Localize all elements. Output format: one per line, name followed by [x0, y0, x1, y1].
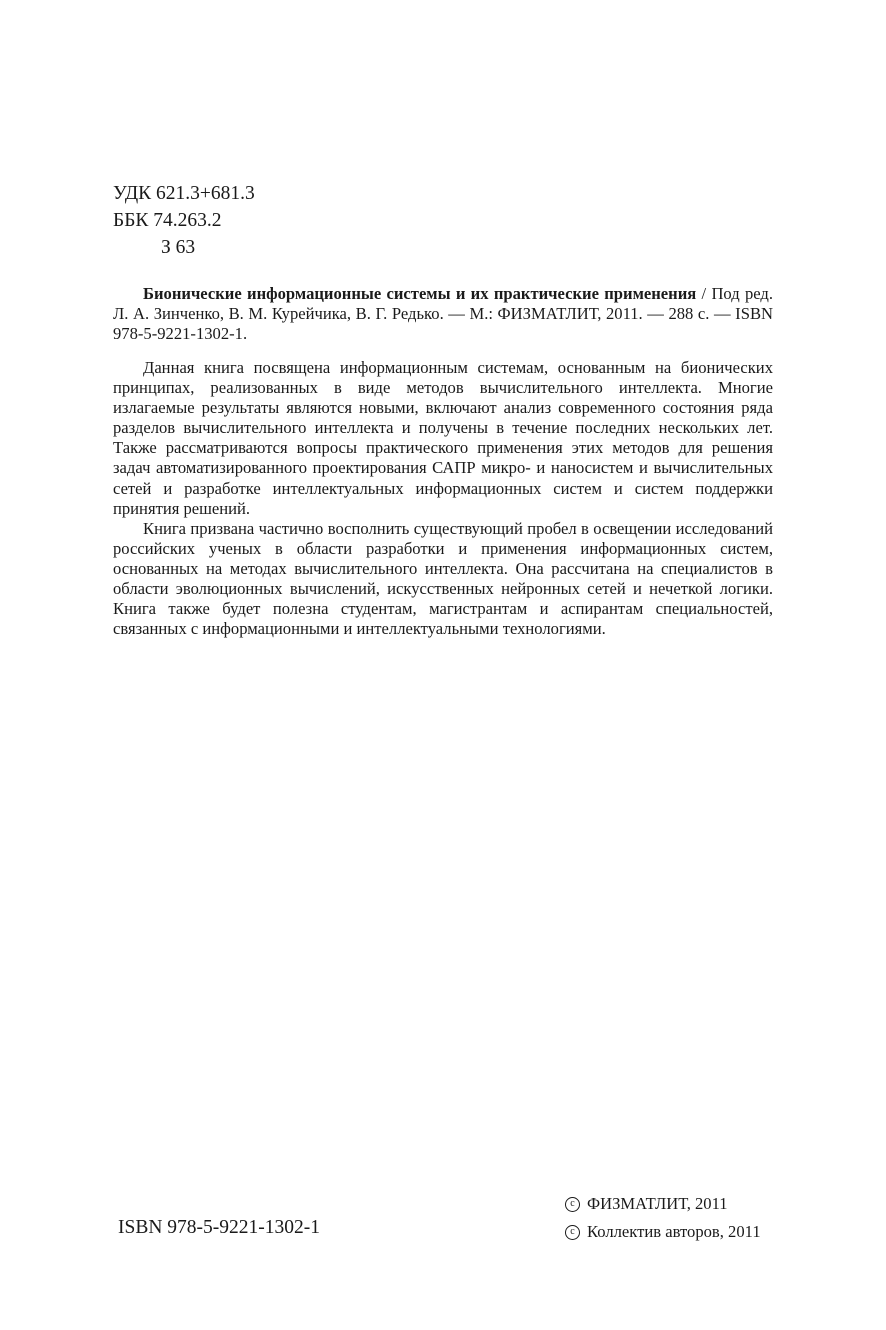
annotation [113, 358, 773, 639]
annotation-paragraph: Данная книга посвящена информационным системам, основанным на бионических принципах, реализованных в виде методов вычислительного интеллекта. Многие излагаемые результаты являются новыми, включают анализ современного состояния ряда разделов вычислительного интеллекта и получены в течение последних нескольких лет. Также рассматриваются вопросы практического применения этих методов для решения задач автоматизированного проектирования САПР микро- и наносистем и вычислительных сетей и разработке интеллектуальных информационных систем и систем поддержки принятия решений. [113, 358, 773, 518]
annotation-paragraph: Книга призвана частично восполнить существующий пробел в освещении исследований российских ученых в области разработки и применения информационных систем, основанных на методах вычислительного интеллекта. Она рассчитана на специалистов в области эволюционных вычислений, искусственных нейронных сетей и нечеткой логики. Книга также будет полезна студентам, магистрантам и аспирантам специальностей, связанных с информационными и интеллектуальными технологиями. [113, 518, 773, 639]
udk-code: УДК 621.3+681.3 [113, 183, 255, 204]
author-mark: З 63 [161, 237, 196, 258]
bibliographic-details: / Под ред. Л. А. Зинченко, В. М. Курейчика, В. Г. Редько. — М.: ФИЗМАТЛИТ, 2011. — 288 с. — ISBN 978-5-9221-1302-1. [113, 284, 773, 344]
classification-block [113, 180, 255, 261]
copyright-block [565, 1190, 761, 1246]
bbk-code: ББК 74.263.2 [113, 210, 222, 231]
copyright-icon: c [565, 1225, 580, 1240]
book-title: Бионические информационные системы и их практические применения [143, 284, 697, 303]
copyright-icon: c [565, 1197, 580, 1212]
isbn: ISBN 978-5-9221-1302-1 [118, 1217, 321, 1238]
copyright-publisher-text: ФИЗМАТЛИТ, 2011 [587, 1194, 728, 1213]
bibliographic-record [113, 284, 773, 345]
copyright-authors-text: Коллектив авторов, 2011 [587, 1222, 761, 1241]
copyright-authors [565, 1218, 761, 1246]
copyright-publisher [565, 1190, 761, 1218]
